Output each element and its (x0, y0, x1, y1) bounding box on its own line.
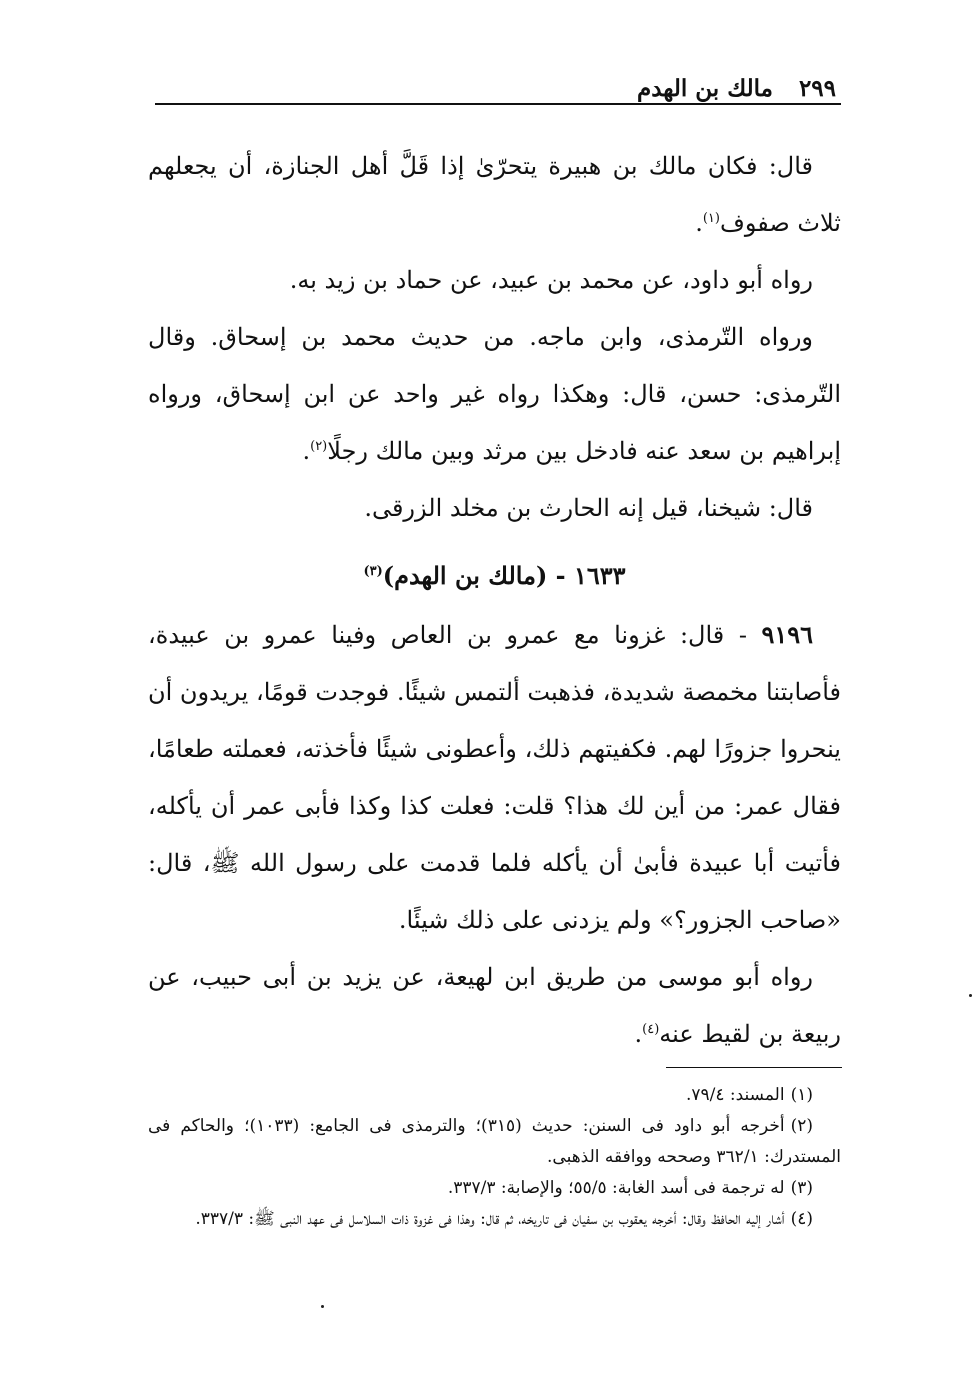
scan-speck (321, 1305, 324, 1308)
entry-dash: - (555, 561, 566, 590)
footnote-1-text: المسند: ٧٩/٤. (685, 1085, 785, 1105)
main-text (148, 138, 841, 1063)
paragraph-5-text: رواه أبو موسى من طريق ابن لهيعة، عن يزيد بن أبى حبيب، عن ربيعة بن لقيط عنه (148, 963, 841, 1048)
page-number: ٢٩٩ (798, 75, 836, 102)
hadith-paragraph (148, 606, 841, 949)
footnote-1 (148, 1080, 841, 1111)
running-head (155, 62, 836, 102)
footnote-2 (148, 1111, 841, 1173)
footnote-1-number: (١) (790, 1085, 813, 1105)
scan-speck (969, 994, 972, 997)
paragraph-2-text: رواه أبو داود، عن محمد بن عبيد، عن حماد بن زيد به. (289, 266, 813, 294)
paragraph-1-text: قال: فكان مالك بن هبيرة يتحرّىٰ إذا قَلَّ أهل الجنازة، أن يجعلهم ثلاث صفوف (148, 152, 841, 237)
paragraph-4-text: قال: شيخنا، قيل إنه الحارث بن مخلد الزرقى. (364, 494, 813, 522)
footnote-ref-1[interactable]: (١) (702, 211, 720, 226)
paragraph-3-text: ورواه التّرمذى، وابن ماجه. من حديث محمد بن إسحاق. وقال التّرمذى: حسن، قال: وهكذا رواه غير واحد عن ابن إسحاق، ورواه إبراهيم بن سعد عنه فادخل بين مرثد وبين مالك رجلًا (148, 323, 841, 465)
footnote-3-text: له ترجمة فى أسد الغابة: ٥٥/٥؛ والإصابة: ٣٣٧/٣. (447, 1178, 785, 1198)
footnote-4-number: (٤) (790, 1209, 813, 1229)
paragraph-4 (148, 480, 841, 537)
footnote-ref-3[interactable]: (٣) (363, 564, 383, 579)
running-title: مالك بن الهدم (636, 75, 773, 102)
footnote-2-text: أخرجه أبو داود فى السنن: حديث (٣١٥)؛ والترمذى فى الجامع: (١٠٣٣)؛ والحاكم فى المستدرك: ٣٦٢/١ وصححه ووافقه الذهبى. (148, 1116, 841, 1167)
hadith-dash: - (738, 621, 747, 649)
entry-title: (مالك بن الهدم) (382, 561, 548, 590)
entry-heading (148, 547, 841, 604)
footnote-4 (148, 1204, 841, 1235)
footnote-3 (148, 1173, 841, 1204)
footnote-ref-2[interactable]: (٢) (310, 439, 328, 454)
hadith-number: ٩١٩٦ (761, 620, 813, 649)
entry-number: ١٦٣٣ (574, 561, 626, 590)
paragraph-3: ورواه التّرمذى، وابن ماجه. من حديث محمد بن إسحاق. وقال التّرمذى: حسن، قال: وهكذا رواه غير واحد عن ابن إسحاق، ورواه إبراهيم بن سعد عنه فادخل بين مرثد وبين مالك رجلًا$^{(٢)}$. (148, 323, 841, 465)
paragraph-2 (148, 252, 841, 309)
footnote-2-number: (٢) (790, 1116, 814, 1136)
footnote-3-number: (٣) (790, 1178, 813, 1198)
paragraph-5: رواه أبو موسى من طريق ابن لهيعة، عن يزيد بن أبى حبيب، عن ربيعة بن لقيط عنه$^{(٤)}$. (148, 963, 841, 1048)
hadith-text: قال: غزونا مع عمرو بن العاص وفينا عمرو بن عبيدة، فأصابتنا مخمصة شديدة، فذهبت ألتمس شيئًا. فوجدت قومًا، يريدون أن ينحروا جزورًا لهم. فكفيتهم ذلك، وأعطونى شيئًا فأخذته، فعملته طعامًا، فقال عمر: من أين لك هذا؟ قلت: فعلت كذا وكذا فأبى عمر أن يأكله، فأتيت أبا عبيدة فأبىٰ أن يأكله فلما قدمت على رسول الله ﷺ، قال: «صاحب الجزور؟» ولم يزدنى على ذلك شيئًا. (148, 621, 841, 934)
header-rule (155, 103, 841, 105)
footnotes (148, 1080, 841, 1235)
footnote-ref-4[interactable]: (٤) (642, 1022, 660, 1037)
footnote-4-text: أشار إليه الحافظ وقال: أخرجه يعقوب بن سفيان فى تاريخه، ثم قال: وهذا فى غزوة ذات السلاسل فى عهد النبى ﷺ: ٣٣٧/٣. (195, 1209, 785, 1229)
footnote-separator (666, 1067, 842, 1068)
paragraph-1: قال: فكان مالك بن هبيرة يتحرّىٰ إذا قَلَّ أهل الجنازة، أن يجعلهم ثلاث صفوف$^{(١)}$. (148, 152, 841, 237)
